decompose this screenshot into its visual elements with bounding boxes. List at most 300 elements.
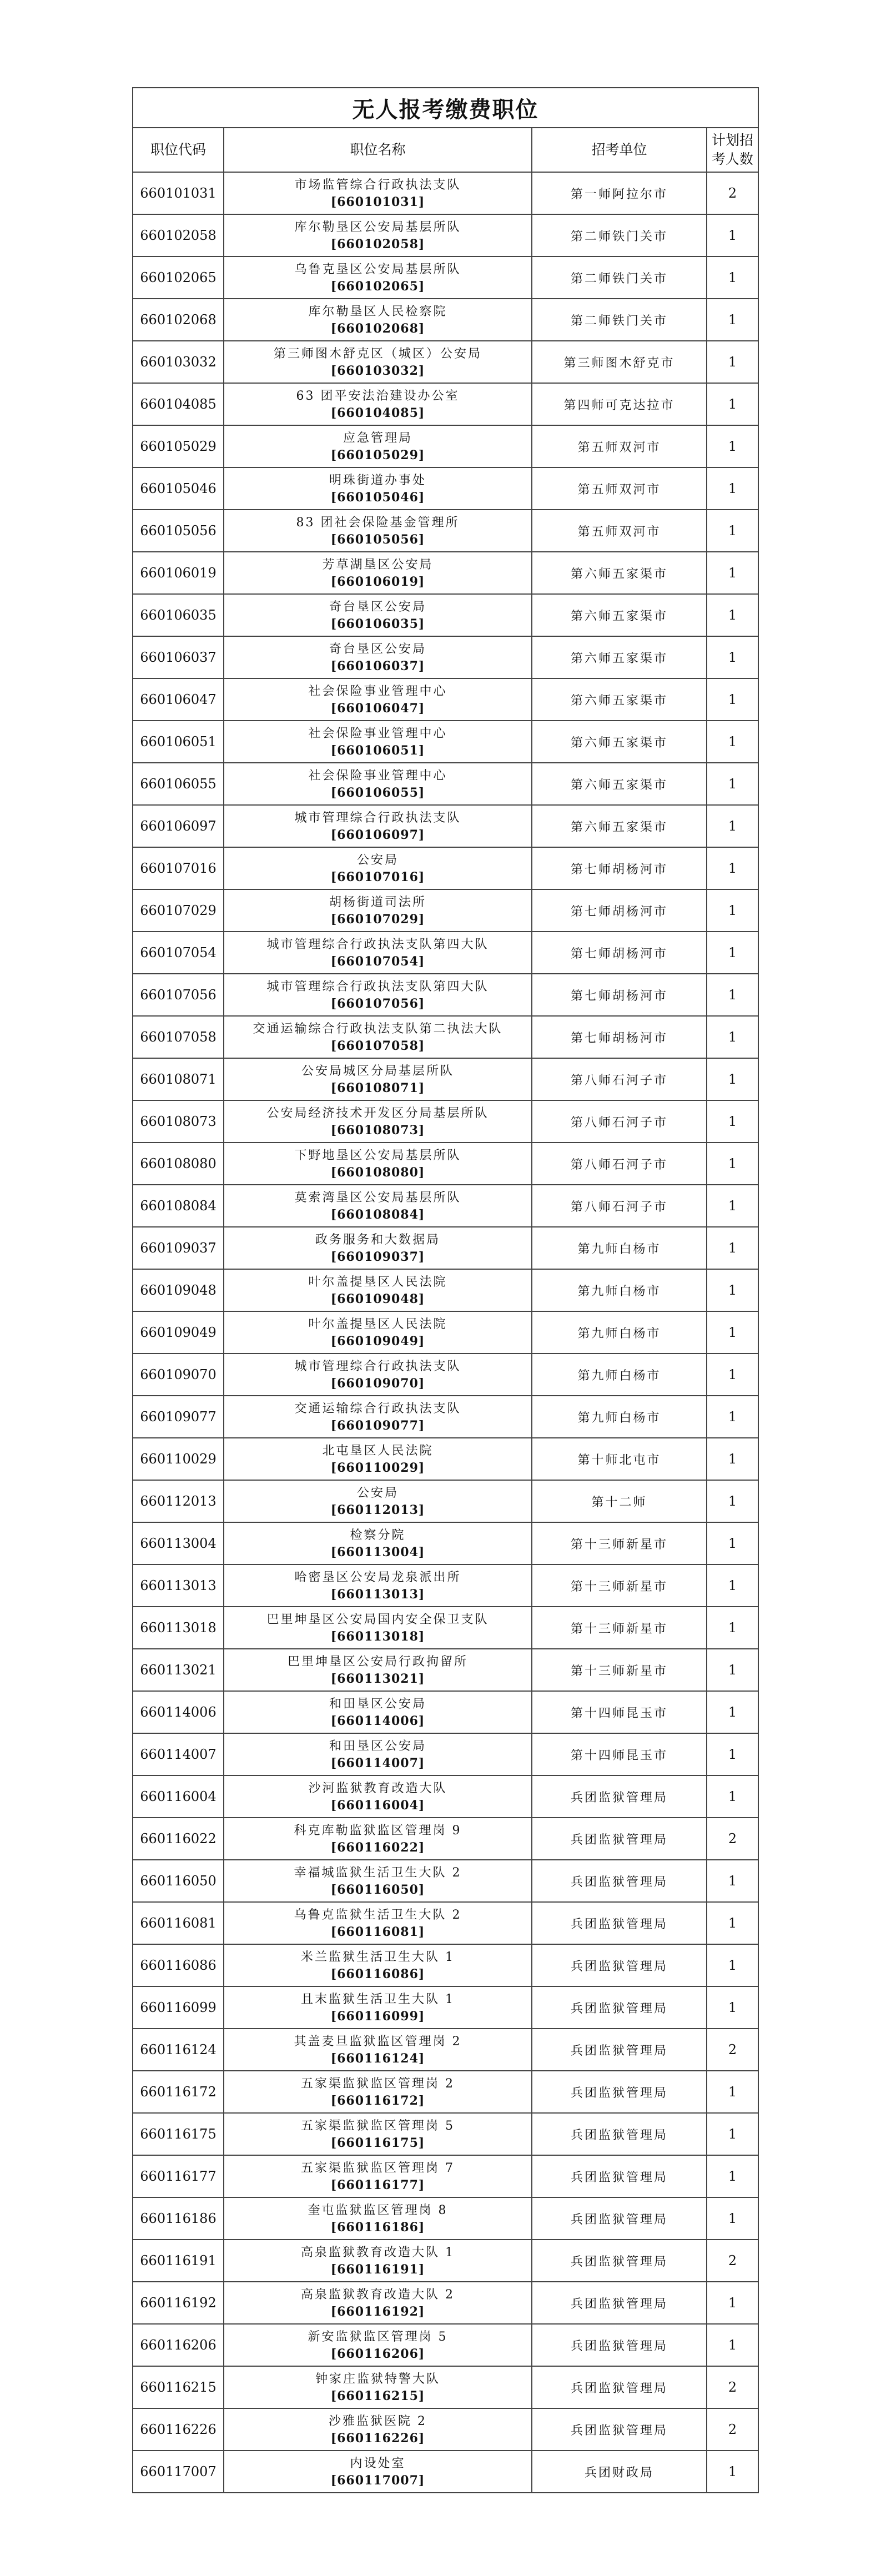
table-row [133,763,758,805]
planned-count: 1 [707,1438,758,1480]
recruiting-unit: 第七师胡杨河市 [532,932,707,974]
position-name-cell [224,1058,532,1100]
planned-count: 1 [707,1100,758,1143]
recruiting-unit: 兵团监狱管理局 [532,2155,707,2197]
position-name: 五家渠监狱监区管理岗 5 [301,2119,455,2133]
position-code-bracket: [660106047] [330,701,425,716]
position-code-bracket: [660116191] [330,2262,425,2277]
recruiting-unit: 第八师石河子市 [532,1185,707,1227]
position-code-bracket: [660116124] [330,2051,425,2066]
table-row [133,1100,758,1143]
planned-count: 1 [707,1944,758,1986]
planned-count: 1 [707,763,758,805]
position-code-bracket: [660116050] [330,1883,425,1897]
position-code: 660113018 [133,1607,224,1649]
table-row [133,1691,758,1733]
recruiting-unit: 第六师五家渠市 [532,636,707,678]
planned-count: 1 [707,1227,758,1269]
recruiting-unit: 第十四师昆玉市 [532,1691,707,1733]
table-row [133,1185,758,1227]
position-name: 哈密垦区公安局龙泉派出所 [294,1571,461,1584]
recruiting-unit: 第八师石河子市 [532,1100,707,1143]
recruiting-unit: 兵团财政局 [532,2451,707,2493]
table-row [133,425,758,467]
position-name-cell [224,1227,532,1269]
position-code-bracket: [660101031] [330,195,425,209]
position-code: 660116124 [133,2029,224,2071]
planned-count: 1 [707,1564,758,1607]
planned-count: 1 [707,1691,758,1733]
position-code: 660106035 [133,594,224,636]
position-name: 沙雅监狱医院 2 [329,2414,427,2428]
position-name-cell [224,1564,532,1607]
position-name: 奇台垦区公安局 [329,600,426,614]
position-name: 城市管理综合行政执法支队 [294,1360,461,1373]
recruiting-unit: 兵团监狱管理局 [532,1902,707,1944]
table-row [133,2155,758,2197]
position-name-cell [224,2451,532,2493]
position-code-bracket: [660106037] [330,659,425,673]
recruiting-unit: 第十三师新星市 [532,1649,707,1691]
recruiting-unit: 兵团监狱管理局 [532,1944,707,1986]
recruiting-unit: 第十师北屯市 [532,1438,707,1480]
planned-count: 1 [707,299,758,341]
position-name: 科克库勒监狱监区管理岗 9 [294,1824,462,1838]
table-row [133,1438,758,1480]
position-name: 高泉监狱教育改造大队 2 [301,2288,455,2302]
position-code: 660116175 [133,2113,224,2155]
position-code-bracket: [660106051] [330,743,425,758]
table-row [133,552,758,594]
recruiting-unit: 兵团监狱管理局 [532,1860,707,1902]
table-row [133,2113,758,2155]
planned-count: 1 [707,1269,758,1311]
position-code: 660116172 [133,2071,224,2113]
position-name-cell [224,889,532,932]
position-code: 660104085 [133,383,224,425]
table-row [133,2366,758,2408]
position-code: 660106019 [133,552,224,594]
position-code: 660107056 [133,974,224,1016]
planned-count: 1 [707,467,758,510]
recruiting-unit: 第十三师新星市 [532,1522,707,1564]
recruiting-unit: 第七师胡杨河市 [532,974,707,1016]
table-row [133,2408,758,2451]
position-name-cell [224,1311,532,1354]
recruiting-unit: 兵团监狱管理局 [532,1775,707,1818]
position-code-bracket: [660116192] [330,2305,425,2319]
position-code: 660108080 [133,1143,224,1185]
planned-count: 1 [707,1143,758,1185]
position-code-bracket: [660110029] [330,1461,425,1475]
header-count: 计划招考人数 [707,128,758,172]
planned-count: 1 [707,594,758,636]
position-name: 奇台垦区公安局 [329,642,426,656]
planned-count: 1 [707,2282,758,2324]
position-name: 其盖麦旦监狱监区管理岗 2 [294,2035,462,2049]
position-name-cell [224,594,532,636]
position-code-bracket: [660116215] [330,2389,425,2403]
planned-count: 1 [707,2197,758,2240]
position-name-cell [224,2113,532,2155]
position-name: 城市管理综合行政执法支队 [294,811,461,825]
position-name: 乌鲁克监狱生活卫生大队 2 [294,1908,462,1922]
position-name-cell [224,763,532,805]
position-code: 660106097 [133,805,224,847]
recruiting-unit: 兵团监狱管理局 [532,1986,707,2029]
planned-count: 1 [707,1396,758,1438]
position-code: 660112013 [133,1480,224,1522]
position-code: 660105046 [133,467,224,510]
recruiting-unit: 第十二师 [532,1480,707,1522]
position-name-cell [224,636,532,678]
position-code: 660116192 [133,2282,224,2324]
recruiting-unit: 兵团监狱管理局 [532,2113,707,2155]
table-row [133,2071,758,2113]
table-row [133,2324,758,2366]
position-name: 五家渠监狱监区管理岗 7 [301,2161,455,2175]
table-row [133,1649,758,1691]
recruiting-unit: 第十三师新星市 [532,1564,707,1607]
position-code: 660116086 [133,1944,224,1986]
position-name-cell [224,172,532,214]
planned-count: 1 [707,552,758,594]
position-code-bracket: [660116186] [330,2220,425,2235]
planned-count: 1 [707,1522,758,1564]
table-row [133,172,758,214]
position-code: 660116022 [133,1818,224,1860]
table-row [133,1860,758,1902]
position-name-cell [224,383,532,425]
position-name: 应急管理局 [343,431,412,445]
position-name: 第三师图木舒克区（城区）公安局 [273,347,482,361]
planned-count: 1 [707,2113,758,2155]
position-code-bracket: [660109049] [330,1334,425,1349]
position-name-cell [224,1143,532,1185]
position-name-cell [224,847,532,889]
position-code-bracket: [660107016] [330,870,425,884]
position-name: 社会保险事业管理中心 [308,769,447,783]
position-code-bracket: [660105029] [330,448,425,462]
position-code: 660114006 [133,1691,224,1733]
position-code: 660107029 [133,889,224,932]
planned-count: 1 [707,383,758,425]
position-code-bracket: [660106055] [330,786,425,800]
position-name: 胡杨街道司法所 [329,895,426,909]
position-code: 660114007 [133,1733,224,1775]
table-row [133,932,758,974]
position-name-cell [224,2197,532,2240]
position-code-bracket: [660109037] [330,1250,425,1264]
position-name-cell [224,721,532,763]
position-name: 交通运输综合行政执法支队第二执法大队 [253,1022,503,1036]
recruiting-unit: 第五师双河市 [532,510,707,552]
position-code-bracket: [660116172] [330,2094,425,2108]
table-row [133,341,758,383]
planned-count: 1 [707,847,758,889]
recruiting-unit: 第九师白杨市 [532,1354,707,1396]
position-code-bracket: [660116206] [330,2347,425,2361]
table-row [133,1944,758,1986]
planned-count: 1 [707,636,758,678]
position-name-cell [224,1100,532,1143]
position-code: 660106055 [133,763,224,805]
position-name-cell [224,341,532,383]
position-name: 公安局 [356,1486,399,1500]
position-name: 明珠街道办事处 [329,474,426,487]
position-code-bracket: [660108080] [330,1165,425,1180]
planned-count: 1 [707,1649,758,1691]
position-name: 内设处室 [350,2457,406,2471]
position-code-bracket: [660105046] [330,490,425,505]
position-name-cell [224,2071,532,2113]
table-row [133,1564,758,1607]
planned-count: 1 [707,341,758,383]
table-row [133,1227,758,1269]
table-body [133,172,758,2493]
position-code: 660105029 [133,425,224,467]
position-code-bracket: [660109070] [330,1376,425,1391]
position-code-bracket: [660109077] [330,1418,425,1433]
position-name-cell [224,1607,532,1649]
position-code: 660116226 [133,2408,224,2451]
position-name: 公安局经济技术开发区分局基层所队 [266,1106,489,1120]
position-code-bracket: [660106035] [330,617,425,631]
position-name: 高泉监狱教育改造大队 1 [301,2246,455,2260]
table-row [133,1143,758,1185]
recruiting-unit: 第七师胡杨河市 [532,889,707,932]
position-name-cell [224,1902,532,1944]
position-name-cell [224,1944,532,1986]
planned-count: 1 [707,2071,758,2113]
recruiting-unit: 第七师胡杨河市 [532,1016,707,1058]
position-name-cell [224,805,532,847]
position-code: 660113021 [133,1649,224,1691]
position-code-bracket: [660108073] [330,1123,425,1138]
recruiting-unit: 第九师白杨市 [532,1269,707,1311]
position-code-bracket: [660113018] [330,1629,425,1644]
table-row [133,847,758,889]
planned-count: 1 [707,932,758,974]
planned-count: 1 [707,889,758,932]
position-name: 且末监狱生活卫生大队 1 [301,1993,455,2006]
planned-count: 1 [707,1354,758,1396]
table-row [133,383,758,425]
recruiting-unit: 第十三师新星市 [532,1607,707,1649]
recruiting-unit: 第六师五家渠市 [532,552,707,594]
recruiting-unit: 第九师白杨市 [532,1311,707,1354]
table-row [133,678,758,721]
table-title: 无人报考缴费职位 [133,88,758,128]
position-code: 660102065 [133,256,224,299]
document-page [132,87,758,2493]
planned-count: 2 [707,172,758,214]
planned-count: 2 [707,2366,758,2408]
position-name-cell [224,1480,532,1522]
position-name-cell [224,1818,532,1860]
position-name-cell [224,1016,532,1058]
planned-count: 1 [707,256,758,299]
position-code-bracket: [660105056] [330,532,425,547]
position-code-bracket: [660106019] [330,575,425,589]
planned-count: 1 [707,1058,758,1100]
recruiting-unit: 第十四师昆玉市 [532,1733,707,1775]
recruiting-unit: 第二师铁门关市 [532,299,707,341]
table-row [133,2451,758,2493]
position-name-cell [224,2408,532,2451]
position-code-bracket: [660103032] [330,364,425,378]
table-row [133,1902,758,1944]
position-name-cell [224,299,532,341]
position-code-bracket: [660109048] [330,1292,425,1306]
planned-count: 1 [707,1607,758,1649]
planned-count: 1 [707,214,758,256]
position-name: 社会保险事业管理中心 [308,727,447,741]
position-name-cell [224,510,532,552]
position-name-cell [224,2366,532,2408]
position-name-cell [224,2282,532,2324]
table-row [133,1607,758,1649]
position-code: 660116206 [133,2324,224,2366]
position-name: 沙河监狱教育改造大队 [308,1782,447,1795]
position-code-bracket: [660107029] [330,912,425,927]
recruiting-unit: 第八师石河子市 [532,1058,707,1100]
table-row [133,1016,758,1058]
planned-count: 1 [707,1016,758,1058]
position-code-bracket: [660108084] [330,1208,425,1222]
position-name: 城市管理综合行政执法支队第四大队 [266,938,489,952]
position-name-cell [224,932,532,974]
position-code: 660102068 [133,299,224,341]
position-name-cell [224,1438,532,1480]
position-code-bracket: [660116177] [330,2178,425,2192]
position-code-bracket: [660113004] [330,1545,425,1559]
position-code: 660102058 [133,214,224,256]
table-row [133,510,758,552]
position-code-bracket: [660116081] [330,1925,425,1939]
position-name-cell [224,1691,532,1733]
position-name: 钟家庄监狱特警大队 [315,2372,440,2386]
table-row [133,1311,758,1354]
table-row [133,1354,758,1396]
recruiting-unit: 第四师可克达拉市 [532,383,707,425]
planned-count: 1 [707,1902,758,1944]
position-code-bracket: [660104085] [330,406,425,420]
position-name-cell [224,256,532,299]
recruiting-unit: 兵团监狱管理局 [532,1818,707,1860]
position-name-cell [224,1649,532,1691]
position-code-bracket: [660116022] [330,1840,425,1855]
planned-count: 1 [707,1986,758,2029]
position-name-cell [224,2324,532,2366]
planned-count: 2 [707,2240,758,2282]
recruiting-unit: 第二师铁门关市 [532,214,707,256]
table-row [133,2282,758,2324]
position-code-bracket: [660117007] [330,2473,425,2488]
recruiting-unit: 第六师五家渠市 [532,763,707,805]
position-code-bracket: [660112013] [330,1503,425,1517]
position-name-cell [224,2029,532,2071]
position-code: 660116191 [133,2240,224,2282]
position-code: 660116215 [133,2366,224,2408]
recruiting-unit: 兵团监狱管理局 [532,2240,707,2282]
planned-count: 1 [707,1860,758,1902]
position-name-cell [224,1733,532,1775]
position-name: 巴里坤垦区公安局国内安全保卫支队 [266,1613,489,1627]
table-row [133,1269,758,1311]
position-name-cell [224,974,532,1016]
planned-count: 1 [707,1185,758,1227]
table-row [133,721,758,763]
recruiting-unit: 第三师图木舒克市 [532,341,707,383]
position-code-bracket: [660113013] [330,1587,425,1602]
position-code-bracket: [660114007] [330,1756,425,1770]
position-name-cell [224,552,532,594]
position-name-cell [224,425,532,467]
position-name: 库尔勒垦区公安局基层所队 [294,220,461,234]
position-name: 巴里坤垦区公安局行政拘留所 [287,1655,468,1669]
table-row [133,2197,758,2240]
position-code-bracket: [660116099] [330,2009,425,2024]
position-name-cell [224,214,532,256]
table-row [133,889,758,932]
table-row [133,214,758,256]
position-code: 660116081 [133,1902,224,1944]
position-name: 莫索湾垦区公安局基层所队 [294,1191,461,1205]
position-name: 芳草湖垦区公安局 [322,558,434,572]
table-row [133,1818,758,1860]
position-code-bracket: [660114006] [330,1714,425,1728]
table-row [133,974,758,1016]
header-name: 职位名称 [224,128,532,172]
position-name: 63 团平安法治建设办公室 [296,389,460,403]
position-name-cell [224,1396,532,1438]
recruiting-unit: 第六师五家渠市 [532,594,707,636]
position-code: 660116099 [133,1986,224,2029]
planned-count: 1 [707,678,758,721]
position-name-cell [224,1860,532,1902]
position-name: 下野地垦区公安局基层所队 [294,1149,461,1163]
recruiting-unit: 第二师铁门关市 [532,256,707,299]
header-code: 职位代码 [133,128,224,172]
planned-count: 1 [707,721,758,763]
table-row [133,467,758,510]
recruiting-unit: 第六师五家渠市 [532,805,707,847]
position-code: 660109070 [133,1354,224,1396]
position-code: 660107054 [133,932,224,974]
recruiting-unit: 兵团监狱管理局 [532,2282,707,2324]
position-code-bracket: [660116004] [330,1798,425,1813]
position-code: 660106047 [133,678,224,721]
position-code: 660107016 [133,847,224,889]
table-row [133,1480,758,1522]
planned-count: 1 [707,1311,758,1354]
position-code-bracket: [660102058] [330,237,425,251]
position-name: 和田垦区公安局 [329,1739,426,1753]
positions-table [132,87,759,2493]
recruiting-unit: 兵团监狱管理局 [532,2408,707,2451]
recruiting-unit: 兵团监狱管理局 [532,2324,707,2366]
recruiting-unit: 兵团监狱管理局 [532,2071,707,2113]
position-name: 市场监管综合行政执法支队 [294,178,461,192]
planned-count: 1 [707,974,758,1016]
position-code: 660113013 [133,1564,224,1607]
position-name: 城市管理综合行政执法支队第四大队 [266,980,489,994]
position-code: 660109048 [133,1269,224,1311]
position-name: 北屯垦区人民法院 [322,1444,434,1458]
position-code: 660108071 [133,1058,224,1100]
recruiting-unit: 第五师双河市 [532,467,707,510]
